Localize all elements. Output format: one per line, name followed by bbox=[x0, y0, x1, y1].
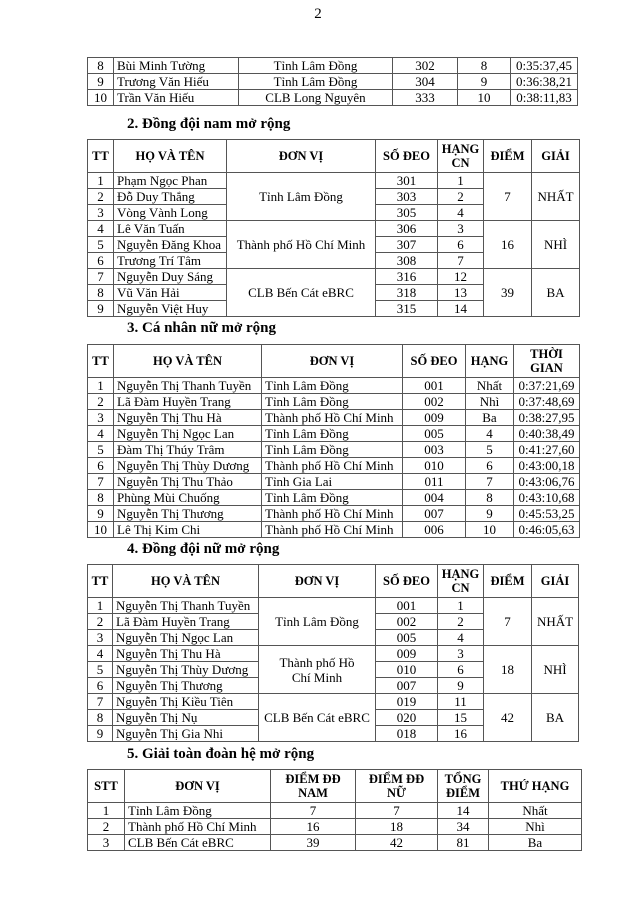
rank: 7 bbox=[466, 474, 514, 490]
men-team-points: 39 bbox=[271, 835, 356, 851]
team-overall-table bbox=[87, 769, 582, 851]
col-header: ĐIỂM ĐĐ NỮ bbox=[356, 770, 438, 803]
athlete-name: Đỗ Duy Thắng bbox=[114, 189, 227, 205]
table-row bbox=[88, 269, 580, 285]
rank-number: 7 bbox=[88, 474, 114, 490]
table-row bbox=[88, 598, 579, 614]
section5-title: 5. Giải toàn đoàn hệ mở rộng bbox=[127, 746, 315, 762]
individual-rank: 13 bbox=[438, 285, 484, 301]
table-header-row bbox=[88, 345, 580, 378]
rank: Nhì bbox=[466, 394, 514, 410]
finish-time: 0:38:11,83 bbox=[511, 90, 578, 106]
bib-number: 019 bbox=[376, 694, 438, 710]
rank-number: 2 bbox=[88, 614, 113, 630]
table-header-row bbox=[88, 565, 579, 598]
unit-name: Tỉnh Lâm Đồng bbox=[125, 803, 271, 819]
table-row bbox=[88, 410, 580, 426]
athlete-name: Lã Đàm Huyền Trang bbox=[114, 394, 262, 410]
col-header: TỔNG ĐIỂM bbox=[438, 770, 489, 803]
athlete-name: Nguyễn Duy Sáng bbox=[114, 269, 227, 285]
table-row bbox=[88, 646, 579, 662]
women-team-table bbox=[87, 564, 579, 742]
rank: Nhất bbox=[466, 378, 514, 394]
athlete-name: Phùng Mùi Chuống bbox=[114, 490, 262, 506]
bib-number: 001 bbox=[376, 598, 438, 614]
athlete-name: Nguyễn Thị Thu Hà bbox=[114, 410, 262, 426]
table-row bbox=[88, 394, 580, 410]
individual-rank: 12 bbox=[438, 269, 484, 285]
total-points: 34 bbox=[438, 819, 489, 835]
individual-rank: 1 bbox=[438, 598, 484, 614]
athlete-name: Nguyễn Thị Kiều Tiên bbox=[113, 694, 259, 710]
table-row bbox=[88, 490, 580, 506]
unit-name: CLB Bến Cát eBRC bbox=[259, 694, 376, 742]
athlete-name: Nguyễn Thị Thanh Tuyền bbox=[113, 598, 259, 614]
finish-time: 0:46:05,63 bbox=[514, 522, 580, 538]
individual-rank: 3 bbox=[438, 646, 484, 662]
men-team-table bbox=[87, 139, 580, 317]
athlete-name: Trần Văn Hiếu bbox=[114, 90, 239, 106]
individual-rank: 2 bbox=[438, 614, 484, 630]
unit-name: Tỉnh Lâm Đồng bbox=[262, 442, 403, 458]
athlete-name: Nguyễn Thị Nụ bbox=[113, 710, 259, 726]
women-team-points: 42 bbox=[356, 835, 438, 851]
col-header: ĐƠN VỊ bbox=[259, 565, 376, 598]
bib-number: 010 bbox=[403, 458, 466, 474]
rank-number: 6 bbox=[88, 253, 114, 269]
team-points: 39 bbox=[484, 269, 532, 317]
unit-name: Tỉnh Lâm Đồng bbox=[227, 173, 376, 221]
team-prize: NHÌ bbox=[532, 646, 579, 694]
bib-number: 333 bbox=[393, 90, 458, 106]
bib-number: 315 bbox=[376, 301, 438, 317]
section3-title: 3. Cá nhân nữ mở rộng bbox=[127, 320, 277, 336]
rank-number: 9 bbox=[88, 74, 114, 90]
individual-rank: 2 bbox=[438, 189, 484, 205]
col-header: TT bbox=[88, 345, 114, 378]
individual-rank: 4 bbox=[438, 205, 484, 221]
individual-rank: 6 bbox=[438, 662, 484, 678]
rank-number: 8 bbox=[88, 490, 114, 506]
rank: 5 bbox=[466, 442, 514, 458]
athlete-name: Phạm Ngọc Phan bbox=[114, 173, 227, 189]
col-header: TT bbox=[88, 565, 113, 598]
athlete-name: Trương Trí Tâm bbox=[114, 253, 227, 269]
col-header: THỨ HẠNG bbox=[489, 770, 582, 803]
rank-number: 1 bbox=[88, 173, 114, 189]
bib-number: 308 bbox=[376, 253, 438, 269]
bib-number: 003 bbox=[403, 442, 466, 458]
col-header: HỌ VÀ TÊN bbox=[114, 140, 227, 173]
rank-number: 6 bbox=[88, 678, 113, 694]
col-header: STT bbox=[88, 770, 125, 803]
col-header: SỐ ĐEO bbox=[376, 140, 438, 173]
table-row bbox=[88, 506, 580, 522]
athlete-name: Nguyễn Thị Thanh Tuyền bbox=[114, 378, 262, 394]
unit-name: Thành phố Hồ Chí Minh bbox=[262, 506, 403, 522]
section2-title: 2. Đồng đội nam mở rộng bbox=[127, 116, 291, 132]
men-individual-table-continued bbox=[87, 57, 578, 106]
rank-number: 1 bbox=[88, 803, 125, 819]
rank-number: 3 bbox=[88, 835, 125, 851]
bib-number: 011 bbox=[403, 474, 466, 490]
unit-name: Thành phố Hồ Chí Minh bbox=[262, 522, 403, 538]
rank-number: 6 bbox=[88, 458, 114, 474]
team-prize: NHẤT bbox=[532, 598, 579, 646]
finish-time: 0:37:21,69 bbox=[514, 378, 580, 394]
athlete-name: Vòng Vành Long bbox=[114, 205, 227, 221]
col-header: ĐƠN VỊ bbox=[262, 345, 403, 378]
athlete-name: Vũ Văn Hải bbox=[114, 285, 227, 301]
rank-number: 2 bbox=[88, 394, 114, 410]
team-points: 42 bbox=[484, 694, 532, 742]
overall-place: Ba bbox=[489, 835, 582, 851]
bib-number: 302 bbox=[393, 58, 458, 74]
team-prize: NHẤT bbox=[532, 173, 580, 221]
bib-number: 005 bbox=[403, 426, 466, 442]
team-prize: NHÌ bbox=[532, 221, 580, 269]
rank: 8 bbox=[466, 490, 514, 506]
table-row bbox=[88, 221, 580, 237]
women-team-points: 7 bbox=[356, 803, 438, 819]
bib-number: 005 bbox=[376, 630, 438, 646]
rank-number: 9 bbox=[88, 301, 114, 317]
rank: Ba bbox=[466, 410, 514, 426]
bib-number: 006 bbox=[403, 522, 466, 538]
finish-time: 0:37:48,69 bbox=[514, 394, 580, 410]
rank-number: 8 bbox=[88, 710, 113, 726]
unit-name: Thành phố Hồ Chí Minh bbox=[262, 410, 403, 426]
rank-number: 5 bbox=[88, 662, 113, 678]
team-points: 16 bbox=[484, 221, 532, 269]
page-number: 2 bbox=[314, 6, 322, 22]
athlete-name: Nguyễn Thị Thu Hà bbox=[113, 646, 259, 662]
table-row bbox=[88, 803, 582, 819]
col-header: HỌ VÀ TÊN bbox=[113, 565, 259, 598]
athlete-name: Lê Văn Tuấn bbox=[114, 221, 227, 237]
unit-name: Tỉnh Lâm Đồng bbox=[259, 598, 376, 646]
women-team-points: 18 bbox=[356, 819, 438, 835]
bib-number: 007 bbox=[376, 678, 438, 694]
section4-title: 4. Đồng đội nữ mở rộng bbox=[127, 541, 280, 557]
col-header: ĐƠN VỊ bbox=[227, 140, 376, 173]
bib-number: 018 bbox=[376, 726, 438, 742]
col-header: HẠNG bbox=[466, 345, 514, 378]
athlete-name: Nguyễn Thị Thu Thảo bbox=[114, 474, 262, 490]
unit-name: Thành phố Hồ Chí Minh bbox=[262, 458, 403, 474]
unit-name: Thành phố Hồ Chí Minh bbox=[259, 646, 376, 694]
rank-number: 9 bbox=[88, 726, 113, 742]
table-row bbox=[88, 378, 580, 394]
table-row bbox=[88, 90, 578, 106]
rank-number: 4 bbox=[88, 646, 113, 662]
rank-number: 10 bbox=[88, 90, 114, 106]
rank-number: 8 bbox=[88, 58, 114, 74]
finish-time: 0:45:53,25 bbox=[514, 506, 580, 522]
total-points: 14 bbox=[438, 803, 489, 819]
athlete-name: Nguyễn Thị Ngọc Lan bbox=[113, 630, 259, 646]
bib-number: 306 bbox=[376, 221, 438, 237]
unit-name: Tỉnh Gia Lai bbox=[262, 474, 403, 490]
table-row bbox=[88, 426, 580, 442]
athlete-name: Trương Văn Hiếu bbox=[114, 74, 239, 90]
bib-number: 304 bbox=[393, 74, 458, 90]
table-row bbox=[88, 522, 580, 538]
unit-name: CLB Long Nguyên bbox=[239, 90, 393, 106]
bib-number: 301 bbox=[376, 173, 438, 189]
table-row bbox=[88, 474, 580, 490]
finish-time: 0:43:06,76 bbox=[514, 474, 580, 490]
unit-name: CLB Bến Cát eBRC bbox=[227, 269, 376, 317]
team-points: 7 bbox=[484, 598, 532, 646]
rank-number: 10 bbox=[88, 522, 114, 538]
total-points: 81 bbox=[438, 835, 489, 851]
col-header: HỌ VÀ TÊN bbox=[114, 345, 262, 378]
rank: 4 bbox=[466, 426, 514, 442]
athlete-name: Nguyễn Thị Ngọc Lan bbox=[114, 426, 262, 442]
bib-number: 009 bbox=[403, 410, 466, 426]
table-row bbox=[88, 74, 578, 90]
col-header: ĐIỂM bbox=[484, 140, 532, 173]
rank-number: 7 bbox=[88, 694, 113, 710]
unit-name: Tỉnh Lâm Đồng bbox=[262, 490, 403, 506]
bib-number: 303 bbox=[376, 189, 438, 205]
table-row bbox=[88, 819, 582, 835]
bib-number: 020 bbox=[376, 710, 438, 726]
rank-number: 3 bbox=[88, 630, 113, 646]
athlete-name: Nguyễn Việt Huy bbox=[114, 301, 227, 317]
col-header: TT bbox=[88, 140, 114, 173]
finish-time: 0:38:27,95 bbox=[514, 410, 580, 426]
unit-name: Thành phố Hồ Chí Minh bbox=[125, 819, 271, 835]
rank: 10 bbox=[466, 522, 514, 538]
rank-number: 1 bbox=[88, 378, 114, 394]
bib-number: 007 bbox=[403, 506, 466, 522]
col-header: THỜI GIAN bbox=[514, 345, 580, 378]
col-header: ĐƠN VỊ bbox=[125, 770, 271, 803]
women-individual-table bbox=[87, 344, 580, 538]
athlete-name: Nguyễn Thị Thương bbox=[113, 678, 259, 694]
overall-place: Nhì bbox=[489, 819, 582, 835]
athlete-name: Nguyễn Thị Thùy Dương bbox=[113, 662, 259, 678]
individual-rank: 4 bbox=[438, 630, 484, 646]
individual-rank: 1 bbox=[438, 173, 484, 189]
bib-number: 009 bbox=[376, 646, 438, 662]
finish-time: 0:36:38,21 bbox=[511, 74, 578, 90]
athlete-name: Đàm Thị Thúy Trâm bbox=[114, 442, 262, 458]
col-header: ĐIỂM ĐĐ NAM bbox=[271, 770, 356, 803]
athlete-name: Nguyễn Thị Gia Nhi bbox=[113, 726, 259, 742]
individual-rank: 15 bbox=[438, 710, 484, 726]
unit-name: Tỉnh Lâm Đồng bbox=[239, 74, 393, 90]
unit-name: Thành phố Hồ Chí Minh bbox=[227, 221, 376, 269]
table-row bbox=[88, 442, 580, 458]
rank: 6 bbox=[466, 458, 514, 474]
table-header-row bbox=[88, 140, 580, 173]
finish-time: 0:40:38,49 bbox=[514, 426, 580, 442]
bib-number: 010 bbox=[376, 662, 438, 678]
rank-number: 3 bbox=[88, 205, 114, 221]
rank-number: 2 bbox=[88, 189, 114, 205]
table-row bbox=[88, 835, 582, 851]
men-team-points: 16 bbox=[271, 819, 356, 835]
team-prize: BA bbox=[532, 269, 580, 317]
rank: 9 bbox=[466, 506, 514, 522]
rank-number: 5 bbox=[88, 442, 114, 458]
overall-place: Nhất bbox=[489, 803, 582, 819]
bib-number: 002 bbox=[403, 394, 466, 410]
rank-number: 8 bbox=[88, 285, 114, 301]
unit-name: Tỉnh Lâm Đồng bbox=[262, 394, 403, 410]
finish-time: 0:35:37,45 bbox=[511, 58, 578, 74]
col-header: SỐ ĐEO bbox=[403, 345, 466, 378]
bib-number: 004 bbox=[403, 490, 466, 506]
unit-name: CLB Bến Cát eBRC bbox=[125, 835, 271, 851]
unit-name: Tỉnh Lâm Đồng bbox=[239, 58, 393, 74]
col-header: HẠNG CN bbox=[438, 565, 484, 598]
athlete-name: Lã Đàm Huyền Trang bbox=[113, 614, 259, 630]
unit-name: Tỉnh Lâm Đồng bbox=[262, 426, 403, 442]
rank-number: 4 bbox=[88, 221, 114, 237]
table-row bbox=[88, 173, 580, 189]
col-header: SỐ ĐEO bbox=[376, 565, 438, 598]
rank-number: 3 bbox=[88, 410, 114, 426]
bib-number: 316 bbox=[376, 269, 438, 285]
col-header: GIẢI bbox=[532, 140, 580, 173]
bib-number: 305 bbox=[376, 205, 438, 221]
men-team-points: 7 bbox=[271, 803, 356, 819]
athlete-name: Bùi Minh Tường bbox=[114, 58, 239, 74]
finish-time: 0:43:00,18 bbox=[514, 458, 580, 474]
finish-time: 0:43:10,68 bbox=[514, 490, 580, 506]
individual-rank: 6 bbox=[438, 237, 484, 253]
rank: 9 bbox=[458, 74, 511, 90]
table-row bbox=[88, 694, 579, 710]
finish-time: 0:41:27,60 bbox=[514, 442, 580, 458]
athlete-name: Nguyễn Đăng Khoa bbox=[114, 237, 227, 253]
individual-rank: 11 bbox=[438, 694, 484, 710]
individual-rank: 3 bbox=[438, 221, 484, 237]
team-prize: BA bbox=[532, 694, 579, 742]
team-points: 18 bbox=[484, 646, 532, 694]
athlete-name: Nguyễn Thị Thương bbox=[114, 506, 262, 522]
table-row bbox=[88, 458, 580, 474]
rank: 10 bbox=[458, 90, 511, 106]
rank-number: 7 bbox=[88, 269, 114, 285]
individual-rank: 7 bbox=[438, 253, 484, 269]
individual-rank: 16 bbox=[438, 726, 484, 742]
rank-number: 9 bbox=[88, 506, 114, 522]
col-header: HẠNG CN bbox=[438, 140, 484, 173]
bib-number: 318 bbox=[376, 285, 438, 301]
individual-rank: 9 bbox=[438, 678, 484, 694]
bib-number: 001 bbox=[403, 378, 466, 394]
col-header: ĐIỂM bbox=[484, 565, 532, 598]
athlete-name: Nguyễn Thị Thùy Dương bbox=[114, 458, 262, 474]
rank-number: 1 bbox=[88, 598, 113, 614]
individual-rank: 14 bbox=[438, 301, 484, 317]
bib-number: 002 bbox=[376, 614, 438, 630]
table-header-row bbox=[88, 770, 582, 803]
table-row bbox=[88, 58, 578, 74]
rank-number: 4 bbox=[88, 426, 114, 442]
col-header: GIẢI bbox=[532, 565, 579, 598]
rank-number: 2 bbox=[88, 819, 125, 835]
bib-number: 307 bbox=[376, 237, 438, 253]
unit-name: Tỉnh Lâm Đồng bbox=[262, 378, 403, 394]
rank: 8 bbox=[458, 58, 511, 74]
rank-number: 5 bbox=[88, 237, 114, 253]
athlete-name: Lê Thị Kim Chi bbox=[114, 522, 262, 538]
team-points: 7 bbox=[484, 173, 532, 221]
